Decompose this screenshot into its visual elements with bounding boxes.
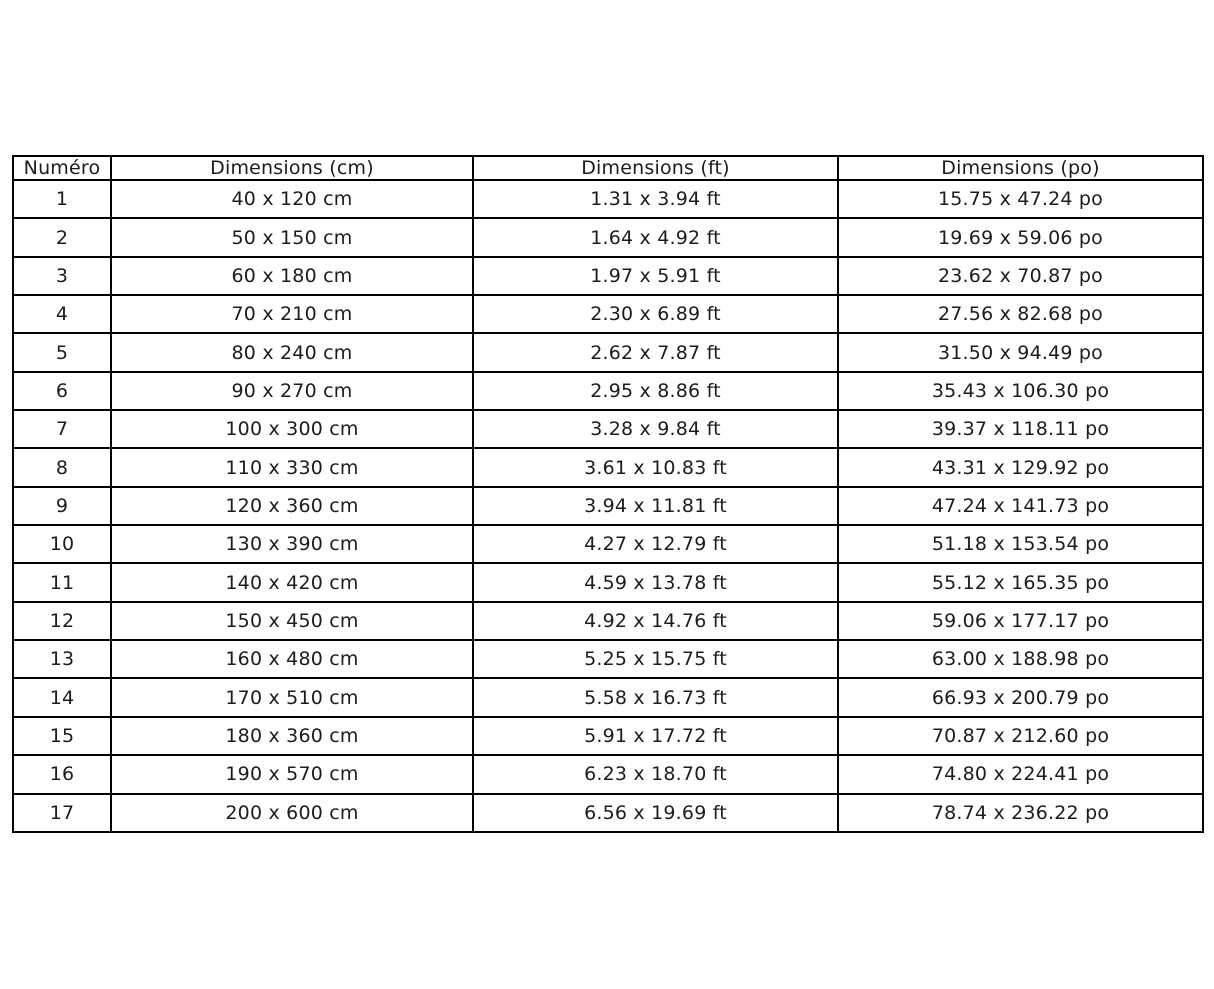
- cell-dimensions-po: 35.43 x 106.30 po: [838, 372, 1203, 410]
- table-row: [13, 372, 1203, 410]
- cell-dimensions-ft: 5.91 x 17.72 ft: [473, 717, 838, 755]
- cell-dimensions-po: 51.18 x 153.54 po: [838, 525, 1203, 563]
- table-row: [13, 487, 1203, 525]
- table-row: [13, 295, 1203, 333]
- cell-numero: 3: [13, 257, 111, 295]
- cell-numero: 1: [13, 180, 111, 218]
- cell-dimensions-cm: 170 x 510 cm: [111, 678, 473, 716]
- table-row: [13, 257, 1203, 295]
- cell-dimensions-cm: 150 x 450 cm: [111, 602, 473, 640]
- cell-numero: 13: [13, 640, 111, 678]
- table-row: [13, 717, 1203, 755]
- cell-dimensions-ft: 1.97 x 5.91 ft: [473, 257, 838, 295]
- cell-dimensions-ft: 3.28 x 9.84 ft: [473, 410, 838, 448]
- cell-dimensions-po: 74.80 x 224.41 po: [838, 755, 1203, 793]
- header-row: [13, 156, 1203, 180]
- table-row: [13, 794, 1203, 833]
- cell-dimensions-ft: 2.30 x 6.89 ft: [473, 295, 838, 333]
- table-header: [13, 156, 1203, 180]
- table-row: [13, 218, 1203, 256]
- table-row: [13, 410, 1203, 448]
- table-row: [13, 525, 1203, 563]
- cell-dimensions-cm: 100 x 300 cm: [111, 410, 473, 448]
- cell-numero: 4: [13, 295, 111, 333]
- cell-dimensions-po: 47.24 x 141.73 po: [838, 487, 1203, 525]
- cell-dimensions-cm: 130 x 390 cm: [111, 525, 473, 563]
- cell-numero: 17: [13, 794, 111, 833]
- cell-dimensions-po: 15.75 x 47.24 po: [838, 180, 1203, 218]
- cell-dimensions-po: 19.69 x 59.06 po: [838, 218, 1203, 256]
- column-header-dimensions-po: Dimensions (po): [838, 156, 1203, 180]
- table-row: [13, 333, 1203, 371]
- cell-dimensions-po: 23.62 x 70.87 po: [838, 257, 1203, 295]
- cell-numero: 2: [13, 218, 111, 256]
- cell-numero: 9: [13, 487, 111, 525]
- cell-dimensions-cm: 120 x 360 cm: [111, 487, 473, 525]
- cell-numero: 7: [13, 410, 111, 448]
- cell-dimensions-ft: 4.59 x 13.78 ft: [473, 563, 838, 601]
- column-header-numero: Numéro: [13, 156, 111, 180]
- cell-dimensions-cm: 140 x 420 cm: [111, 563, 473, 601]
- cell-dimensions-po: 59.06 x 177.17 po: [838, 602, 1203, 640]
- cell-numero: 14: [13, 678, 111, 716]
- dimensions-table-container: [12, 155, 1202, 833]
- cell-dimensions-po: 78.74 x 236.22 po: [838, 794, 1203, 833]
- cell-dimensions-po: 66.93 x 200.79 po: [838, 678, 1203, 716]
- table-row: [13, 755, 1203, 793]
- cell-dimensions-po: 55.12 x 165.35 po: [838, 563, 1203, 601]
- cell-dimensions-po: 70.87 x 212.60 po: [838, 717, 1203, 755]
- cell-dimensions-po: 63.00 x 188.98 po: [838, 640, 1203, 678]
- table-row: [13, 448, 1203, 486]
- cell-numero: 11: [13, 563, 111, 601]
- cell-dimensions-ft: 5.58 x 16.73 ft: [473, 678, 838, 716]
- cell-dimensions-ft: 5.25 x 15.75 ft: [473, 640, 838, 678]
- cell-dimensions-cm: 190 x 570 cm: [111, 755, 473, 793]
- cell-numero: 5: [13, 333, 111, 371]
- cell-dimensions-cm: 50 x 150 cm: [111, 218, 473, 256]
- cell-dimensions-cm: 70 x 210 cm: [111, 295, 473, 333]
- cell-dimensions-ft: 3.61 x 10.83 ft: [473, 448, 838, 486]
- dimensions-table: [12, 155, 1204, 833]
- table-row: [13, 563, 1203, 601]
- column-header-dimensions-cm: Dimensions (cm): [111, 156, 473, 180]
- cell-dimensions-ft: 4.27 x 12.79 ft: [473, 525, 838, 563]
- cell-dimensions-po: 27.56 x 82.68 po: [838, 295, 1203, 333]
- cell-dimensions-ft: 6.23 x 18.70 ft: [473, 755, 838, 793]
- cell-numero: 10: [13, 525, 111, 563]
- cell-dimensions-po: 31.50 x 94.49 po: [838, 333, 1203, 371]
- table-row: [13, 678, 1203, 716]
- cell-dimensions-cm: 180 x 360 cm: [111, 717, 473, 755]
- cell-dimensions-po: 43.31 x 129.92 po: [838, 448, 1203, 486]
- cell-dimensions-cm: 90 x 270 cm: [111, 372, 473, 410]
- cell-dimensions-cm: 110 x 330 cm: [111, 448, 473, 486]
- cell-dimensions-ft: 1.31 x 3.94 ft: [473, 180, 838, 218]
- table-row: [13, 602, 1203, 640]
- cell-dimensions-ft: 3.94 x 11.81 ft: [473, 487, 838, 525]
- table-row: [13, 180, 1203, 218]
- cell-dimensions-cm: 40 x 120 cm: [111, 180, 473, 218]
- cell-dimensions-cm: 60 x 180 cm: [111, 257, 473, 295]
- cell-dimensions-ft: 2.62 x 7.87 ft: [473, 333, 838, 371]
- cell-dimensions-cm: 80 x 240 cm: [111, 333, 473, 371]
- cell-numero: 8: [13, 448, 111, 486]
- table-body: [13, 180, 1203, 832]
- cell-dimensions-ft: 4.92 x 14.76 ft: [473, 602, 838, 640]
- cell-dimensions-ft: 2.95 x 8.86 ft: [473, 372, 838, 410]
- cell-numero: 16: [13, 755, 111, 793]
- column-header-dimensions-ft: Dimensions (ft): [473, 156, 838, 180]
- table-row: [13, 640, 1203, 678]
- cell-numero: 12: [13, 602, 111, 640]
- cell-dimensions-ft: 1.64 x 4.92 ft: [473, 218, 838, 256]
- cell-dimensions-po: 39.37 x 118.11 po: [838, 410, 1203, 448]
- cell-dimensions-cm: 200 x 600 cm: [111, 794, 473, 833]
- cell-numero: 6: [13, 372, 111, 410]
- cell-dimensions-cm: 160 x 480 cm: [111, 640, 473, 678]
- cell-dimensions-ft: 6.56 x 19.69 ft: [473, 794, 838, 833]
- cell-numero: 15: [13, 717, 111, 755]
